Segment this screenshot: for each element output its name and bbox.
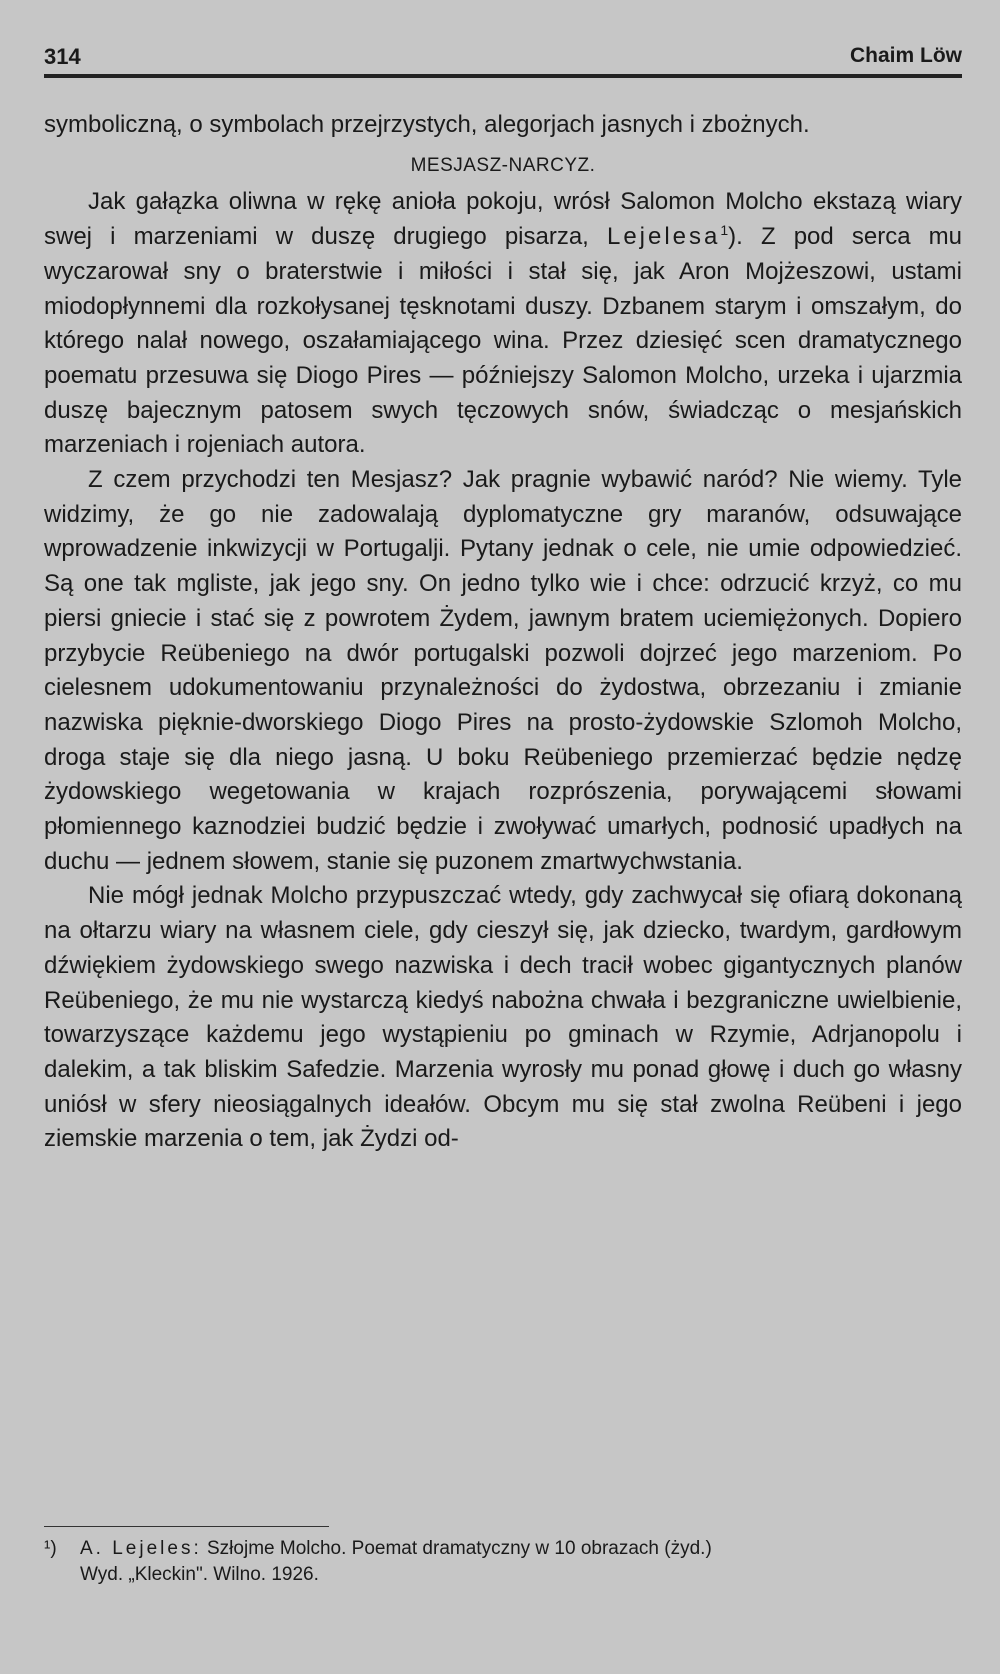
running-head: Chaim Löw bbox=[849, 44, 962, 67]
author-name-spaced: Lejelesa bbox=[606, 223, 721, 251]
paragraph-1-text-a: Jak gałązka oliwna w rękę anioła pokoju, wrósł Salomon Molcho ekstazą wiary swej i marzeniami w duszę drugiego pisarza, bbox=[44, 188, 962, 251]
paragraph-2: Z czem przychodzi ten Mesjasz? Jak pragnie wybawić naród? Nie wiemy. Tyle widzimy, że go nie zadowalają dyplomatyczne gry maranów, odsuwające wprowadzenie inkwizycji w Portugalji. Pytany jednak o cele, nie umie odpowiedzieć. Są one tak mgliste, jak jego sny. On jedno tylko wie i chce: odrzucić krzyż, co mu piersi gniecie i stać się z powrotem Żydem, jawnym bratem uciemiężonych. Dopiero przybycie Reübeniego na dwór portugalski pozwoli dojrzeć jego marzeniom. Po cielesnem udokumentowaniu przynależności do żydostwa, obrzezaniu i zmianie nazwiska pięknie-dworskiego Diogo Pires na prosto-żydowskie Szlomoh Molcho, droga staje się dla niego jasną. U boku Reübeniego przemierzać będzie nędzę żydowskiego wegetowania w krajach rozprószenia, porywającemi słowami płomiennego kaznodziei budzić będzie i zwoływać umarłych, podnosić upadłych na duchu — jednem słowem, stanie się puzonem zmartwychwstania. bbox=[44, 466, 962, 875]
main-text bbox=[44, 108, 962, 1157]
paragraph-continued: symboliczną, o symbolach przejrzystych, alegorjach jasnych i zbożnych. bbox=[44, 111, 810, 138]
footnote-title: Szłojme Molcho. Poemat dramatyczny w 10 obrazach (żyd.) bbox=[201, 1538, 712, 1559]
footnote-mark: ¹) bbox=[44, 1538, 57, 1559]
footnote-line-2: Wyd. „Kleckin". Wilno. 1926. bbox=[80, 1564, 319, 1585]
footnote bbox=[44, 1536, 962, 1588]
footnote-reference: 1 bbox=[720, 222, 729, 239]
section-heading: MESJASZ-NARCYZ. bbox=[410, 154, 596, 176]
paragraph-1 bbox=[44, 185, 962, 463]
header-rule bbox=[44, 74, 962, 78]
paragraph-3: Nie mógł jednak Molcho przypuszczać wtedy, gdy zachwycał się ofiarą dokonaną na ołtarzu wiary na własnem ciele, gdy cieszył się, jak dziecko, twardym, gardłowym dźwiękiem żydowskiego swego nazwiska i dech tracił wobec gigantycznych planów Reübeniego, że mu nie wystarczą kiedyś nabożna chwała i bezgraniczne uwielbienie, towarzyszące każdemu jego wystąpieniu po gminach w Rzymie, Adrjanopolu i dalekim, a tak bliskim Safedzie. Marzenia wyrosły mu ponad głowę i duch go własny uniósł w sfery nieosiągalnych ideałów. Obcym mu się stał zwolna Reübeni i jego ziemskie marzenia o tem, jak Żydzi od- bbox=[44, 882, 962, 1153]
footnote-rule bbox=[44, 1526, 329, 1527]
page-number: 314 bbox=[44, 44, 81, 69]
paragraph-1-text-b: ). Z pod serca mu wyczarował sny o braterstwie i miłości i stał się, jak Aron Mojżeszowi, ustami miodopłynnemi dla rozkołysanej tęsknotami duszy. Dzbanem starym i omszałym, do którego nalał nowego, oszałamiającego wina. Przez dziesięć scen dramatycznego poematu przesuwa się Diogo Pires — późniejszy Salomon Molcho, urzeka i ujarzmia duszę bajecznym patosem swych tęczowych snów, świadcząc o mesjańskich marzeniach i rojeniach autora. bbox=[44, 223, 963, 459]
page-header bbox=[44, 44, 962, 74]
footnote-author: A. Lejeles: bbox=[80, 1538, 202, 1559]
footnote-line-1 bbox=[44, 1536, 962, 1562]
